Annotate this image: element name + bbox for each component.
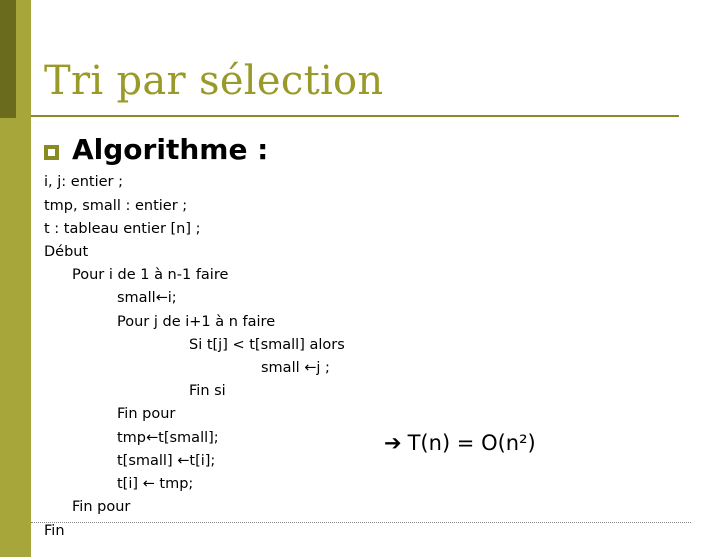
code-line: Fin pour — [72, 499, 131, 515]
code-line: Début — [44, 244, 89, 260]
square-bullet-icon — [44, 145, 59, 160]
code-line: i, j: entier ; — [44, 174, 123, 190]
slide-title: Tri par sélection — [44, 58, 384, 104]
code-line: Fin si — [189, 383, 226, 399]
code-line: Fin pour — [117, 406, 176, 422]
code-line: t[i] ← tmp; — [117, 476, 194, 492]
code-line: tmp←t[small]; — [117, 430, 219, 446]
complexity-text: T(n) = O(n²) — [407, 431, 536, 455]
code-line: t[small] ←t[i]; — [117, 453, 216, 469]
code-line: tmp, small : entier ; — [44, 198, 188, 214]
section-heading: Algorithme : — [72, 133, 269, 166]
code-line: t : tableau entier [n] ; — [44, 221, 201, 237]
code-line: Pour i de 1 à n-1 faire — [72, 267, 229, 283]
code-line: small←i; — [117, 290, 177, 306]
title-rule — [31, 115, 679, 117]
arrow-right-icon: ➔ — [384, 431, 402, 455]
bottom-divider — [31, 522, 691, 523]
code-line: Fin — [44, 523, 65, 539]
code-line: small ←j ; — [261, 360, 330, 376]
complexity-result — [384, 431, 536, 455]
code-line: Si t[j] < t[small] alors — [189, 337, 345, 353]
side-bar-light — [16, 0, 31, 557]
code-line: Pour j de i+1 à n faire — [117, 314, 276, 330]
side-bar-lower — [0, 118, 16, 557]
